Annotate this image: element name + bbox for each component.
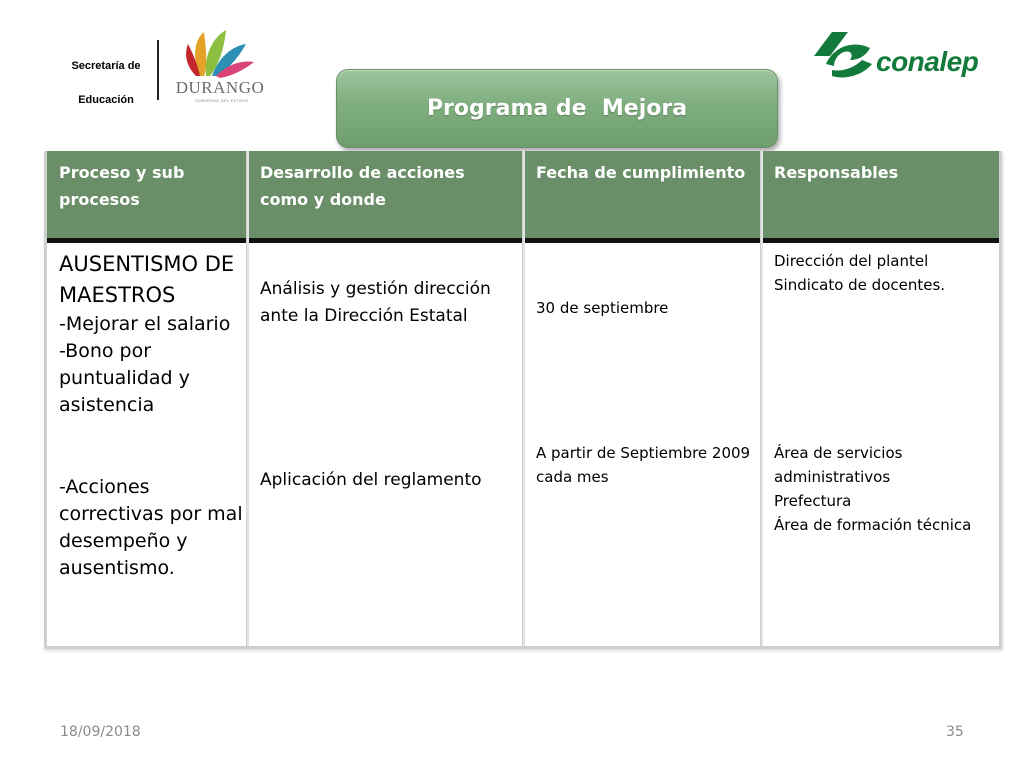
cell-responsables-2 [774,441,999,537]
subprocess-item: -Mejorar el salario [59,313,231,335]
subprocess-item: -Bono por puntualidad y asistencia [59,340,190,416]
conalep-logo [810,26,1000,86]
cell-desarrollo-1: Análisis y gestión dirección ante la Dirección Estatal [260,279,491,326]
cell-fecha-1: 30 de septiembre [536,299,669,317]
responsable-line: Área de formación técnica [774,516,972,534]
cell-proceso [59,249,249,582]
conalep-wordmark: conalep [876,46,979,77]
durango-subtext: GOBIERNO DEL ESTADO [195,98,249,103]
process-heading: AUSENTISMO DE MAESTROS [59,252,235,307]
improvement-program-table [44,151,1002,649]
header-desarrollo: Desarrollo de acciones como y donde [260,163,465,209]
logo-divider [157,40,159,100]
footer-date: 18/09/2018 [60,724,141,740]
slide-number: 35 [946,724,964,740]
cell-fecha-2 [536,441,756,489]
responsable-line: Sindicato de docentes. [774,276,946,294]
fecha-line: cada mes [536,468,609,486]
secretaria-line2: Educación [78,94,134,106]
header-proceso: Proceso y sub procesos [59,163,185,209]
cell-responsables-1 [774,249,999,297]
durango-wordmark: DURANGO [175,78,265,97]
subprocess-item: -Acciones correctivas por mal desempeño y ausentismo. [59,476,243,579]
conalep-emblem-icon [810,26,880,82]
durango-logo [170,28,274,108]
responsable-line: Área de servicios administrativos [774,444,903,486]
responsable-line: Dirección del plantel [774,252,929,270]
title-banner [336,69,778,148]
responsable-line: Prefectura [774,492,852,510]
secretaria-line1: Secretaría de [71,60,141,72]
page-title: Programa de Mejora [426,96,688,121]
cell-desarrollo-2: Aplicación del reglamento [260,470,482,490]
secretaria-educacion-label [60,52,152,120]
header-fecha: Fecha de cumplimiento [536,163,746,182]
fecha-line: A partir de Septiembre 2009 [536,444,751,462]
header-responsables: Responsables [774,163,899,182]
